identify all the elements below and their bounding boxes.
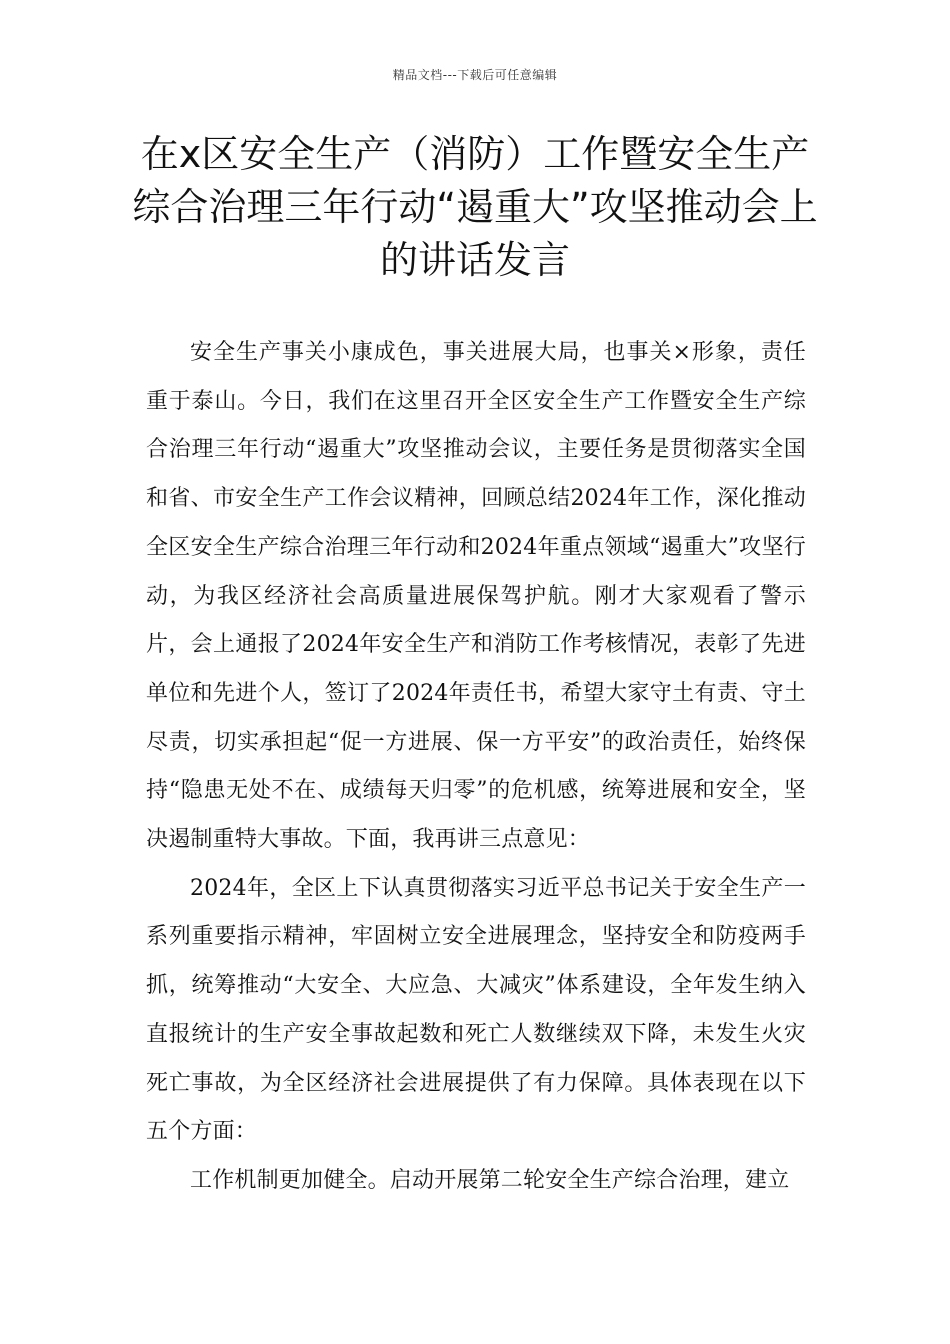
document-body xyxy=(146,329,806,1206)
paragraph-1: 安全生产事关小康成色，事关进展大局，也事关×形象，责任重于泰山。今日，我们在这里召开全区安全生产工作暨安全生产综合治理三年行动“遏重大”攻坚推动会议，主要任务是贯彻落实全国和省、市安全生产工作会议精神，回顾总结2024年工作，深化推动全区安全生产综合治理三年行动和2024年重点领域“遏重大”攻坚行动，为我区经济社会高质量进展保驾护航。刚才大家观看了警示片，会上通报了2024年安全生产和消防工作考核情况，表彰了先进单位和先进个人，签订了2024年责任书，希望大家守土有责、守土尽责，切实承担起“促一方进展、保一方平安”的政治责任，始终保持“隐患无处不在、成绩每天归零”的危机感，统筹进展和安全，坚决遏制重特大事故。下面，我再讲三点意见： xyxy=(146,340,806,853)
page-header: 精品文档---下载后可任意编辑 xyxy=(392,68,558,82)
paragraph-3: 工作机制更加健全。启动开展第二轮安全生产综合治理，建立 xyxy=(190,1167,790,1193)
paragraph-2: 2024年，全区上下认真贯彻落实习近平总书记关于安全生产一系列重要指示精神，牢固树立安全进展理念，坚持安全和防疫两手抓，统筹推动“大安全、大应急、大减灾”体系建设，全年发生纳入直报统计的生产安全事故起数和死亡人数继续双下降，未发生火灾死亡事故，为全区经济社会进展提供了有力保障。具体表现在以下五个方面： xyxy=(146,875,806,1145)
document-title: 在x区安全生产（消防）工作暨安全生产综合治理三年行动“遏重大”攻坚推动会上的讲话发言 xyxy=(132,132,818,282)
